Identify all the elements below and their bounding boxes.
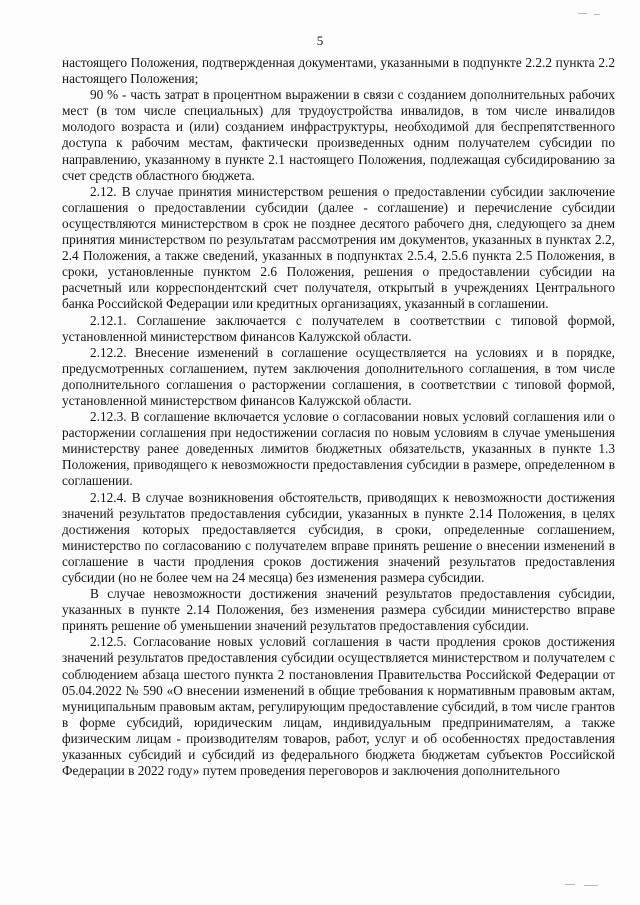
paragraph-2-12-3: 2.12.3. В соглашение включается условие о согласовании новых условий соглашения или о расторжении соглашения при недостижении согласия по новым условиям в случае уменьшения министерству ранее доведенных лимитов бюджетных обязательств, указанных в пункте 1.3 Положения, приводящего к невозможности предоставления субсидии в размере, определенном в соглашении. (62, 409, 615, 489)
paragraph-2-12-5: 2.12.5. Согласование новых условий соглашения в части продления сроков достижения значений результатов предоставления субсидии осуществляется министерством и получателем с соблюдением абзаца шестого пункта 2 постановления Правительства Российской Федерации от 05.04.2022 № 590 «О внесении изменений в общие требования к нормативным правовым актам, муниципальным правовым актам, регулирующим предоставление субсидий, в том числе грантов в форме субсидий, юридическим лицам, индивидуальным предпринимателям, а также физическим лицам - производителям товаров, работ, услуг и об особенностях предоставления указанных субсидий и субсидий из федерального бюджета бюджетам субъектов Российской Федерации в 2022 году» путем проведения переговоров и заключения дополнительного (62, 634, 615, 779)
scan-mark (578, 13, 587, 14)
document-body (62, 55, 615, 779)
paragraph-90-percent: 90 % - часть затрат в процентном выражении в связи с созданием дополнительных рабочих мест (в том числе специальных) для трудоустройства инвалидов, в том числе инвалидов молодого возраста и (или) созданием инфраструктуры, необходимой для беспрепятственного доступа к рабочим местам, фактически произведенных одним получателем субсидии по направлению, указанному в пункте 2.1 настоящего Положения, подлежащая субсидированию за счет средств областного бюджета. (62, 87, 615, 183)
paragraph-2-12: 2.12. В случае принятия министерством решения о предоставлении субсидии заключение соглашения о предоставлении субсидии (далее - соглашение) и перечисление субсидии осуществляются министерством в срок не позднее десятого рабочего дня, следующего за днем принятия министерством по результатам рассмотрения им документов, указанных в пунктах 2.2, 2.4 Положения, а также сведений, указанных в подпунктах 2.5.4, 2.5.6 пункта 2.5 Положения, в сроки, установленные пунктом 2.6 Положения, решения о предоставлении субсидии на расчетный или корреспондентский счет получателя, открытый в учреждениях Центрального банка Российской Федерации или кредитных организациях, указанный в соглашении. (62, 183, 615, 312)
scan-mark (565, 884, 575, 885)
scan-mark (594, 14, 600, 15)
paragraph-2-12-2: 2.12.2. Внесение изменений в соглашение осуществляется на условиях и в порядке, предусмотренных соглашением, путем заключения дополнительного соглашения, в том числе дополнительного соглашения о расторжении соглашения, в соответствии с типовой формой, установленной министерством финансов Калужской области. (62, 344, 615, 408)
scan-mark (584, 885, 598, 886)
paragraph-2-12-4: 2.12.4. В случае возникновения обстоятельств, приводящих к невозможности достижения значений результатов предоставления субсидии, указанных в пункте 2.14 Положения, в целях достижения которых предоставляется субсидия, в сроки, определенные соглашением, министерство по согласованию с получателем вправе принять решение о внесении изменений в соглашение в части продления сроков достижения значений результатов предоставления субсидии (но не более чем на 24 месяца) без изменения размера субсидии. (62, 489, 615, 585)
page-number: 5 (316, 33, 324, 48)
paragraph-2-12-1: 2.12.1. Соглашение заключается с получателем в соответствии с типовой формой, установленной министерством финансов Калужской области. (62, 312, 615, 344)
paragraph-continuation: настоящего Положения, подтвержденная документами, указанными в подпункте 2.2.2 пункта 2.2 настоящего Положения; (62, 55, 615, 87)
paragraph-impossibility: В случае невозможности достижения значений результатов предоставления субсидии, указанных в пункте 2.14 Положения, без изменения размера субсидии министерство вправе принять решение об уменьшении значений результатов предоставления субсидии. (62, 586, 615, 634)
